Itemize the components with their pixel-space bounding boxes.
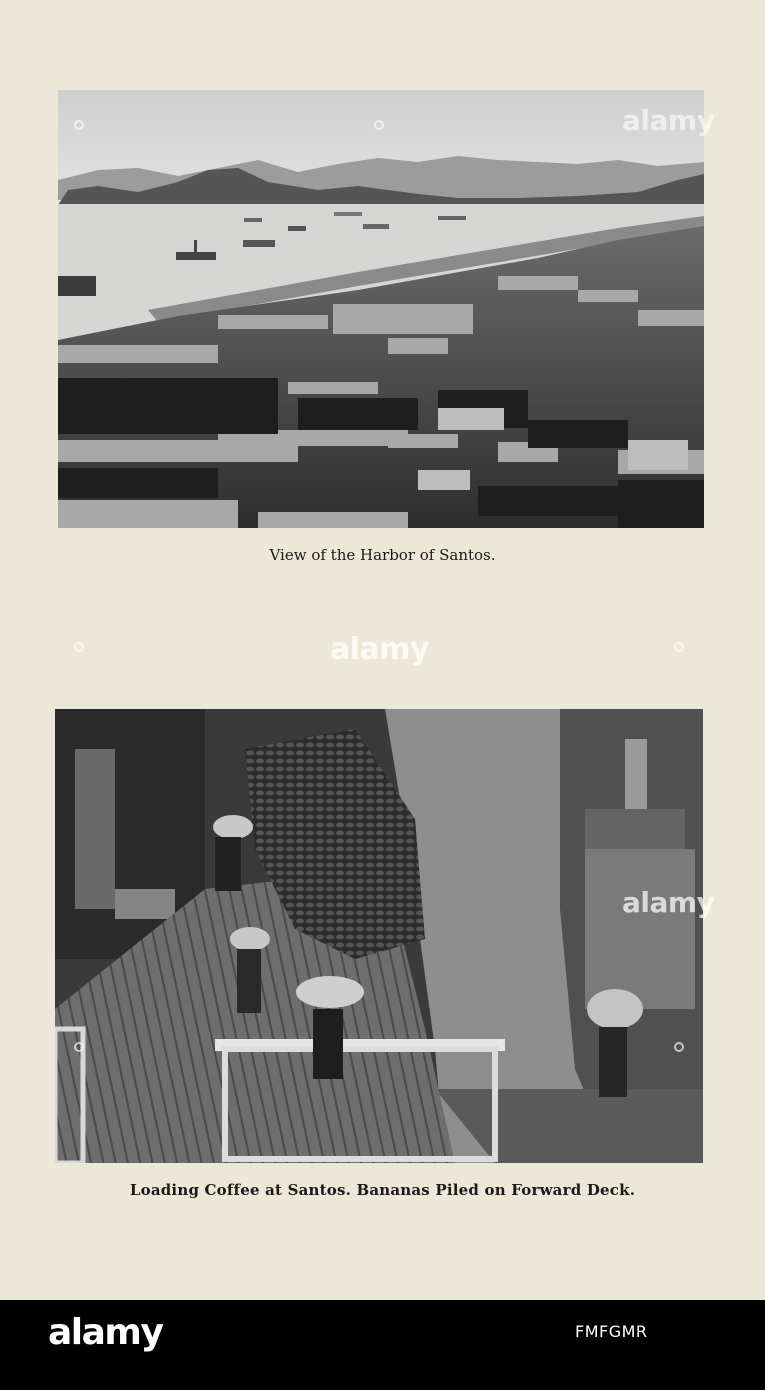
- loading-coffee-photo: [55, 709, 703, 1163]
- photo-caption-bottom: Loading Coffee at Santos. Bananas Piled on Forward Deck.: [129, 1181, 636, 1199]
- alamy-logo: alamy: [48, 1312, 163, 1353]
- watermark-dot-icon: [374, 120, 384, 130]
- watermark-dot-icon: [74, 120, 84, 130]
- watermark-text: alamy: [622, 886, 715, 919]
- watermark-dot-icon: [674, 642, 684, 652]
- watermark-text: alamy: [330, 632, 430, 667]
- image-id-label: FMFGMR: [575, 1322, 648, 1341]
- watermark-dot-icon: [74, 1042, 84, 1052]
- photo-caption-top: View of the Harbor of Santos.: [269, 546, 496, 564]
- watermark-dot-icon: [674, 1042, 684, 1052]
- watermark-text: alamy: [622, 104, 715, 137]
- watermark-dot-icon: [74, 642, 84, 652]
- harbor-photo: [58, 90, 704, 528]
